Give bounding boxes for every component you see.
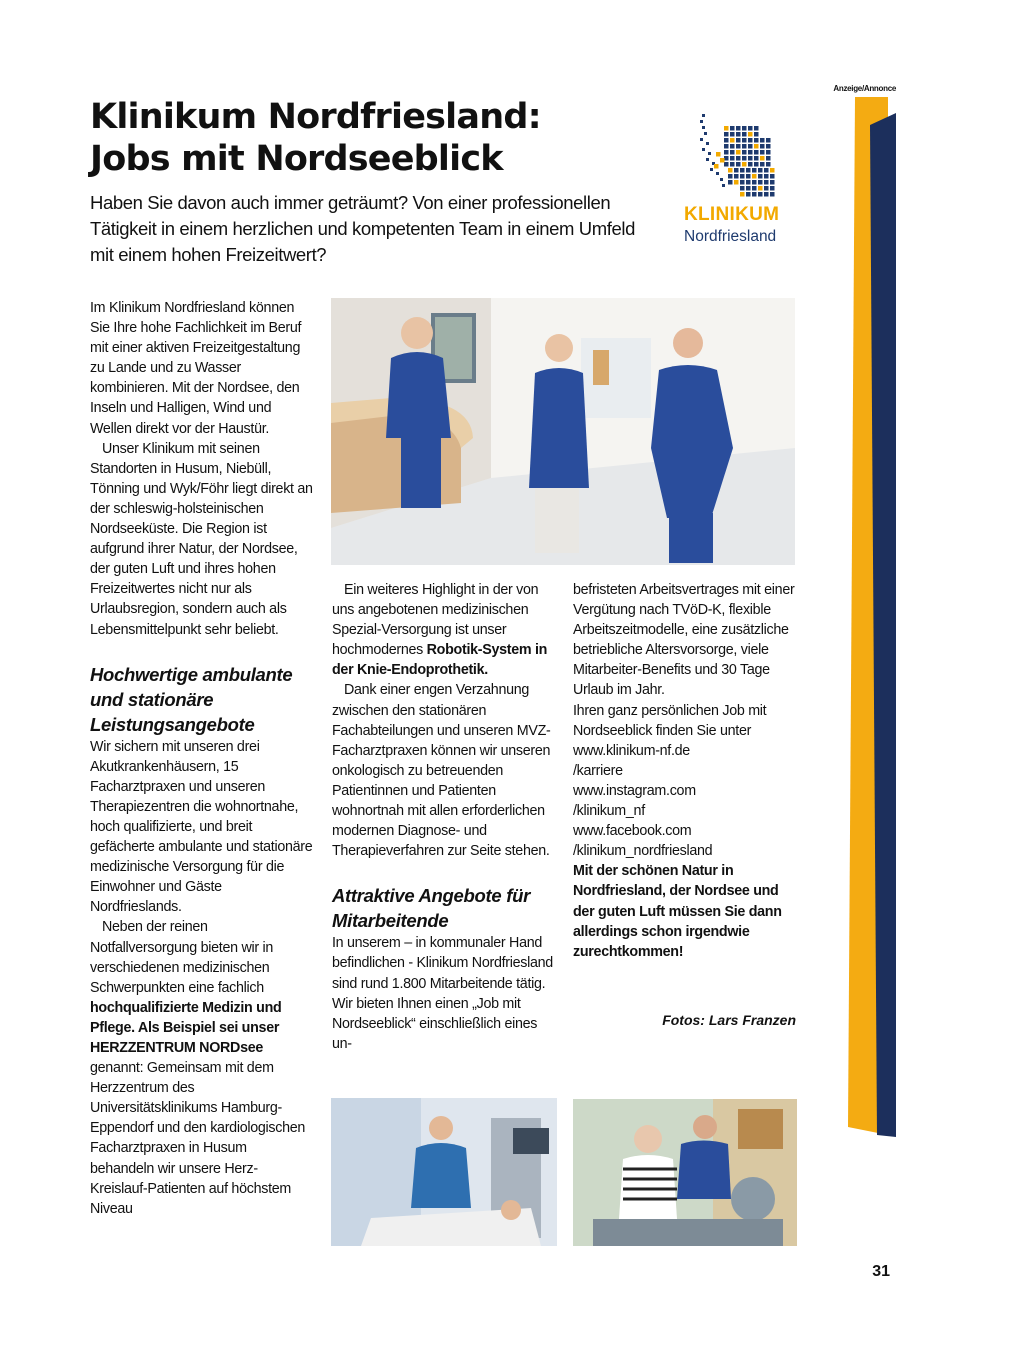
col2-paragraph-1 (332, 580, 556, 680)
page-number: 31 (872, 1263, 890, 1280)
decorative-stripes (800, 95, 900, 1145)
col3-paragraph-2: Ihren ganz persönlichen Job mit Nordseeblick finden Sie unter (573, 702, 767, 739)
text-column-1 (90, 298, 314, 1219)
photo-staff-hallway (331, 298, 795, 565)
photo-credit: Fotos: Lars Franzen (662, 1012, 796, 1028)
col3-closing: Mit der schönen Natur in Nordfriesland, der Nordsee und der guten Luft müssen Sie dann allerdings schon irgendwie zurechtkommen! (573, 863, 782, 960)
col2-p1-bold: Robotik-System in der Knie-Endoprothetik. (332, 642, 548, 679)
lead-paragraph: Haben Sie davon auch immer geträumt? Von einer professionellen Tätigkeit in einem herzlichen und kompetenten Team in einem Umfeld mit einem hohen Freizeitwert? (90, 192, 636, 265)
col2-paragraph-2: Dank einer engen Verzahnung zwischen den stationären Fachabteilungen und unseren MVZ-Facharztpraxen können wir unseren onkologisch zu betreuenden Patientinnen und Patienten wohnortnah mit allen erforderlichen modernen Diagnose- und Therapieverfahren zur Seite stehen. (332, 682, 551, 860)
col2-p1-text: Ein weiteres Highlight in der von uns angebotenen medizinischen Spezial-Versorgung ist unser hochmodernes (332, 582, 539, 659)
col1-paragraph-1: Im Klinikum Nordfriesland können Sie Ihre hohe Fachlichkeit im Beruf mit einer aktiven Freizeitgestaltung zu Lande und zu Wasser kombinieren. Mit der Nordsee, den Inseln und Halligen, Wind und Wellen direkt vor der Haustür. (90, 300, 302, 437)
link-facebook-path[interactable]: /klinikum_nordfriesland (573, 843, 713, 860)
col1-paragraph-4 (90, 917, 314, 1218)
link-instagram-path[interactable]: /klinikum_nf (573, 803, 645, 820)
col1-p4-text-end: genannt: Gemeinsam mit dem Herzzentrum des Universitätsklinikums Hamburg-Eppendorf und den kardiologischen Facharztpraxen in Husum behandeln wir unsere Herz-Kreislauf-Patienten auf höchstem Niveau (90, 1060, 306, 1217)
link-website[interactable]: www.klinikum-nf.de (573, 742, 690, 759)
title-line-2: Jobs mit Nordseeblick (90, 139, 503, 179)
col1-paragraph-2: Unser Klinikum mit seinen Standorten in Husum, Niebüll, Tönning und Wyk/Föhr liegt direkt an der schleswig-holsteinischen Nordseeküste. Die Region ist aufgrund ihrer Natur, der Nordsee, der guten Luft und ihres hohen Freizeitwertes nicht nur als Urlaubsregion, sondern auch als Lebensmittelpunkt sehr beliebt. (90, 440, 313, 638)
dotted-map-icon (680, 108, 800, 248)
ad-label: Anzeige/Annonce (833, 84, 896, 93)
col2-heading: Attraktive Angebote für Mitarbeitende (332, 885, 530, 932)
link-website-path[interactable]: /karriere (573, 762, 623, 779)
link-facebook[interactable]: www.facebook.com (573, 823, 692, 840)
col1-p4-text: Neben der reinen Notfallversorgung bieten wir in verschiedenen medizinischen Schwerpunkten eine fachlich (90, 919, 274, 996)
text-column-3 (573, 580, 803, 962)
photo-cardiology-exam (331, 1098, 557, 1246)
logo-text-klinikum: KLINIKUM (684, 204, 780, 225)
page-title (90, 96, 650, 180)
text-column-2 (332, 580, 556, 1054)
col2-paragraph-3: In unserem – in kommunaler Hand befindlichen - Klinikum Nordfriesland sind rund 1.800 Mitarbeitende tätig. Wir bieten Ihnen einen „Job mit Nordseeblick“ einschließlich eines un- (332, 935, 553, 1052)
col1-paragraph-3: Wir sichern mit unseren drei Akutkrankenhäusern, 15 Facharztpraxen und unseren Therapiezentren die wohnortnahe, hoch qualifizierte, und breit gefächerte ambulante und stationäre medizinische Versorgung für die Einwohner und Gäste Nordfrieslands. (90, 738, 313, 916)
col3-paragraph-1: befristeten Arbeitsvertrages mit einer Vergütung nach TVöD-K, flexible Arbeitszeitmodelle, eine zusätzliche betriebliche Altersvorsorge, viele Mitarbeiter-Benefits und 30 Tage Urlaub im Jahr. (573, 582, 795, 699)
photo-rehab-therapy (573, 1099, 797, 1246)
col1-heading: Hochwertige ambulante und stationäre Leistungsangebote (90, 663, 293, 735)
logo-text-nordfriesland: Nordfriesland (684, 228, 777, 245)
col1-p4-bold: hochqualifizierte Medizin und Pflege. Als Beispiel sei unser HERZZENTRUM NORDsee (90, 999, 282, 1056)
link-instagram[interactable]: www.instagram.com (573, 782, 696, 799)
title-line-1: Klinikum Nordfriesland: (90, 97, 541, 137)
